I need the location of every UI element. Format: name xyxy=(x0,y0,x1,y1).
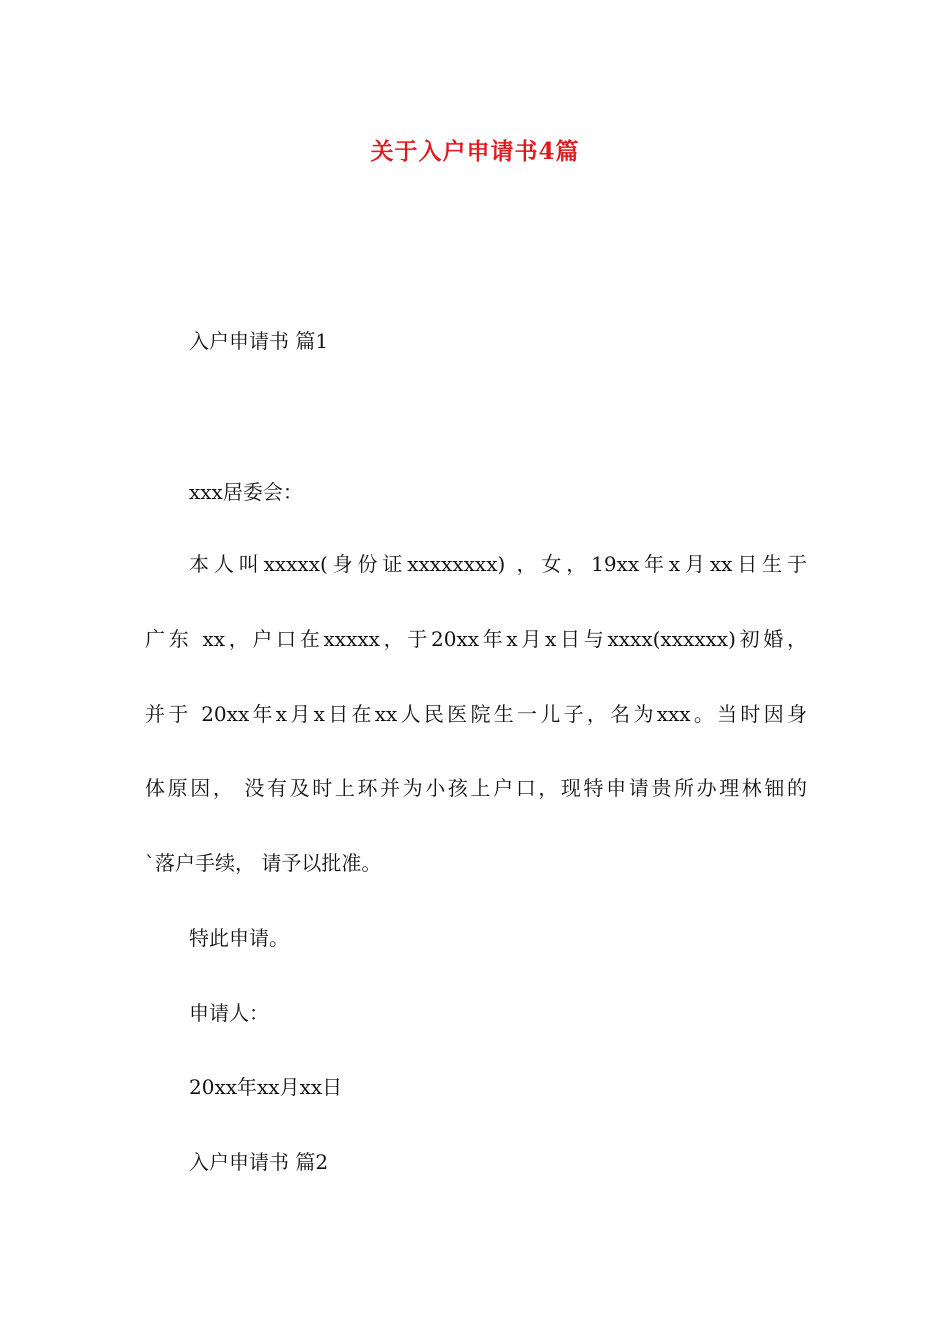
body-line-4: 体原因， 没有及时上环并为小孩上户口，现特申请贵所办理林钿的 xyxy=(145,776,807,800)
body-line-1: 本人叫xxxxx(身份证xxxxxxxx) ，女，19xx年x月xx日生于 xyxy=(189,552,807,576)
applicant-label: 申请人： xyxy=(189,1001,269,1025)
closing-text: 特此申请。 xyxy=(189,926,289,950)
date-line: 20xx年xx月xx日 xyxy=(189,1075,343,1099)
section-2-heading: 入户申请书 篇2 xyxy=(189,1150,329,1174)
body-line-2: 广东 xx，户口在xxxxx，于20xx年x月x日与xxxx(xxxxxx)初婚， xyxy=(145,627,807,651)
body-line-5: `落户手续， 请予以批准。 xyxy=(145,851,382,875)
salutation: xxx居委会： xyxy=(189,480,303,504)
body-line-3: 并于 20xx年x月x日在xx人民医院生一儿子，名为xxx。当时因身 xyxy=(145,702,807,726)
document-title: 关于入户申请书4篇 xyxy=(370,138,580,165)
section-1-heading: 入户申请书 篇1 xyxy=(189,329,329,353)
